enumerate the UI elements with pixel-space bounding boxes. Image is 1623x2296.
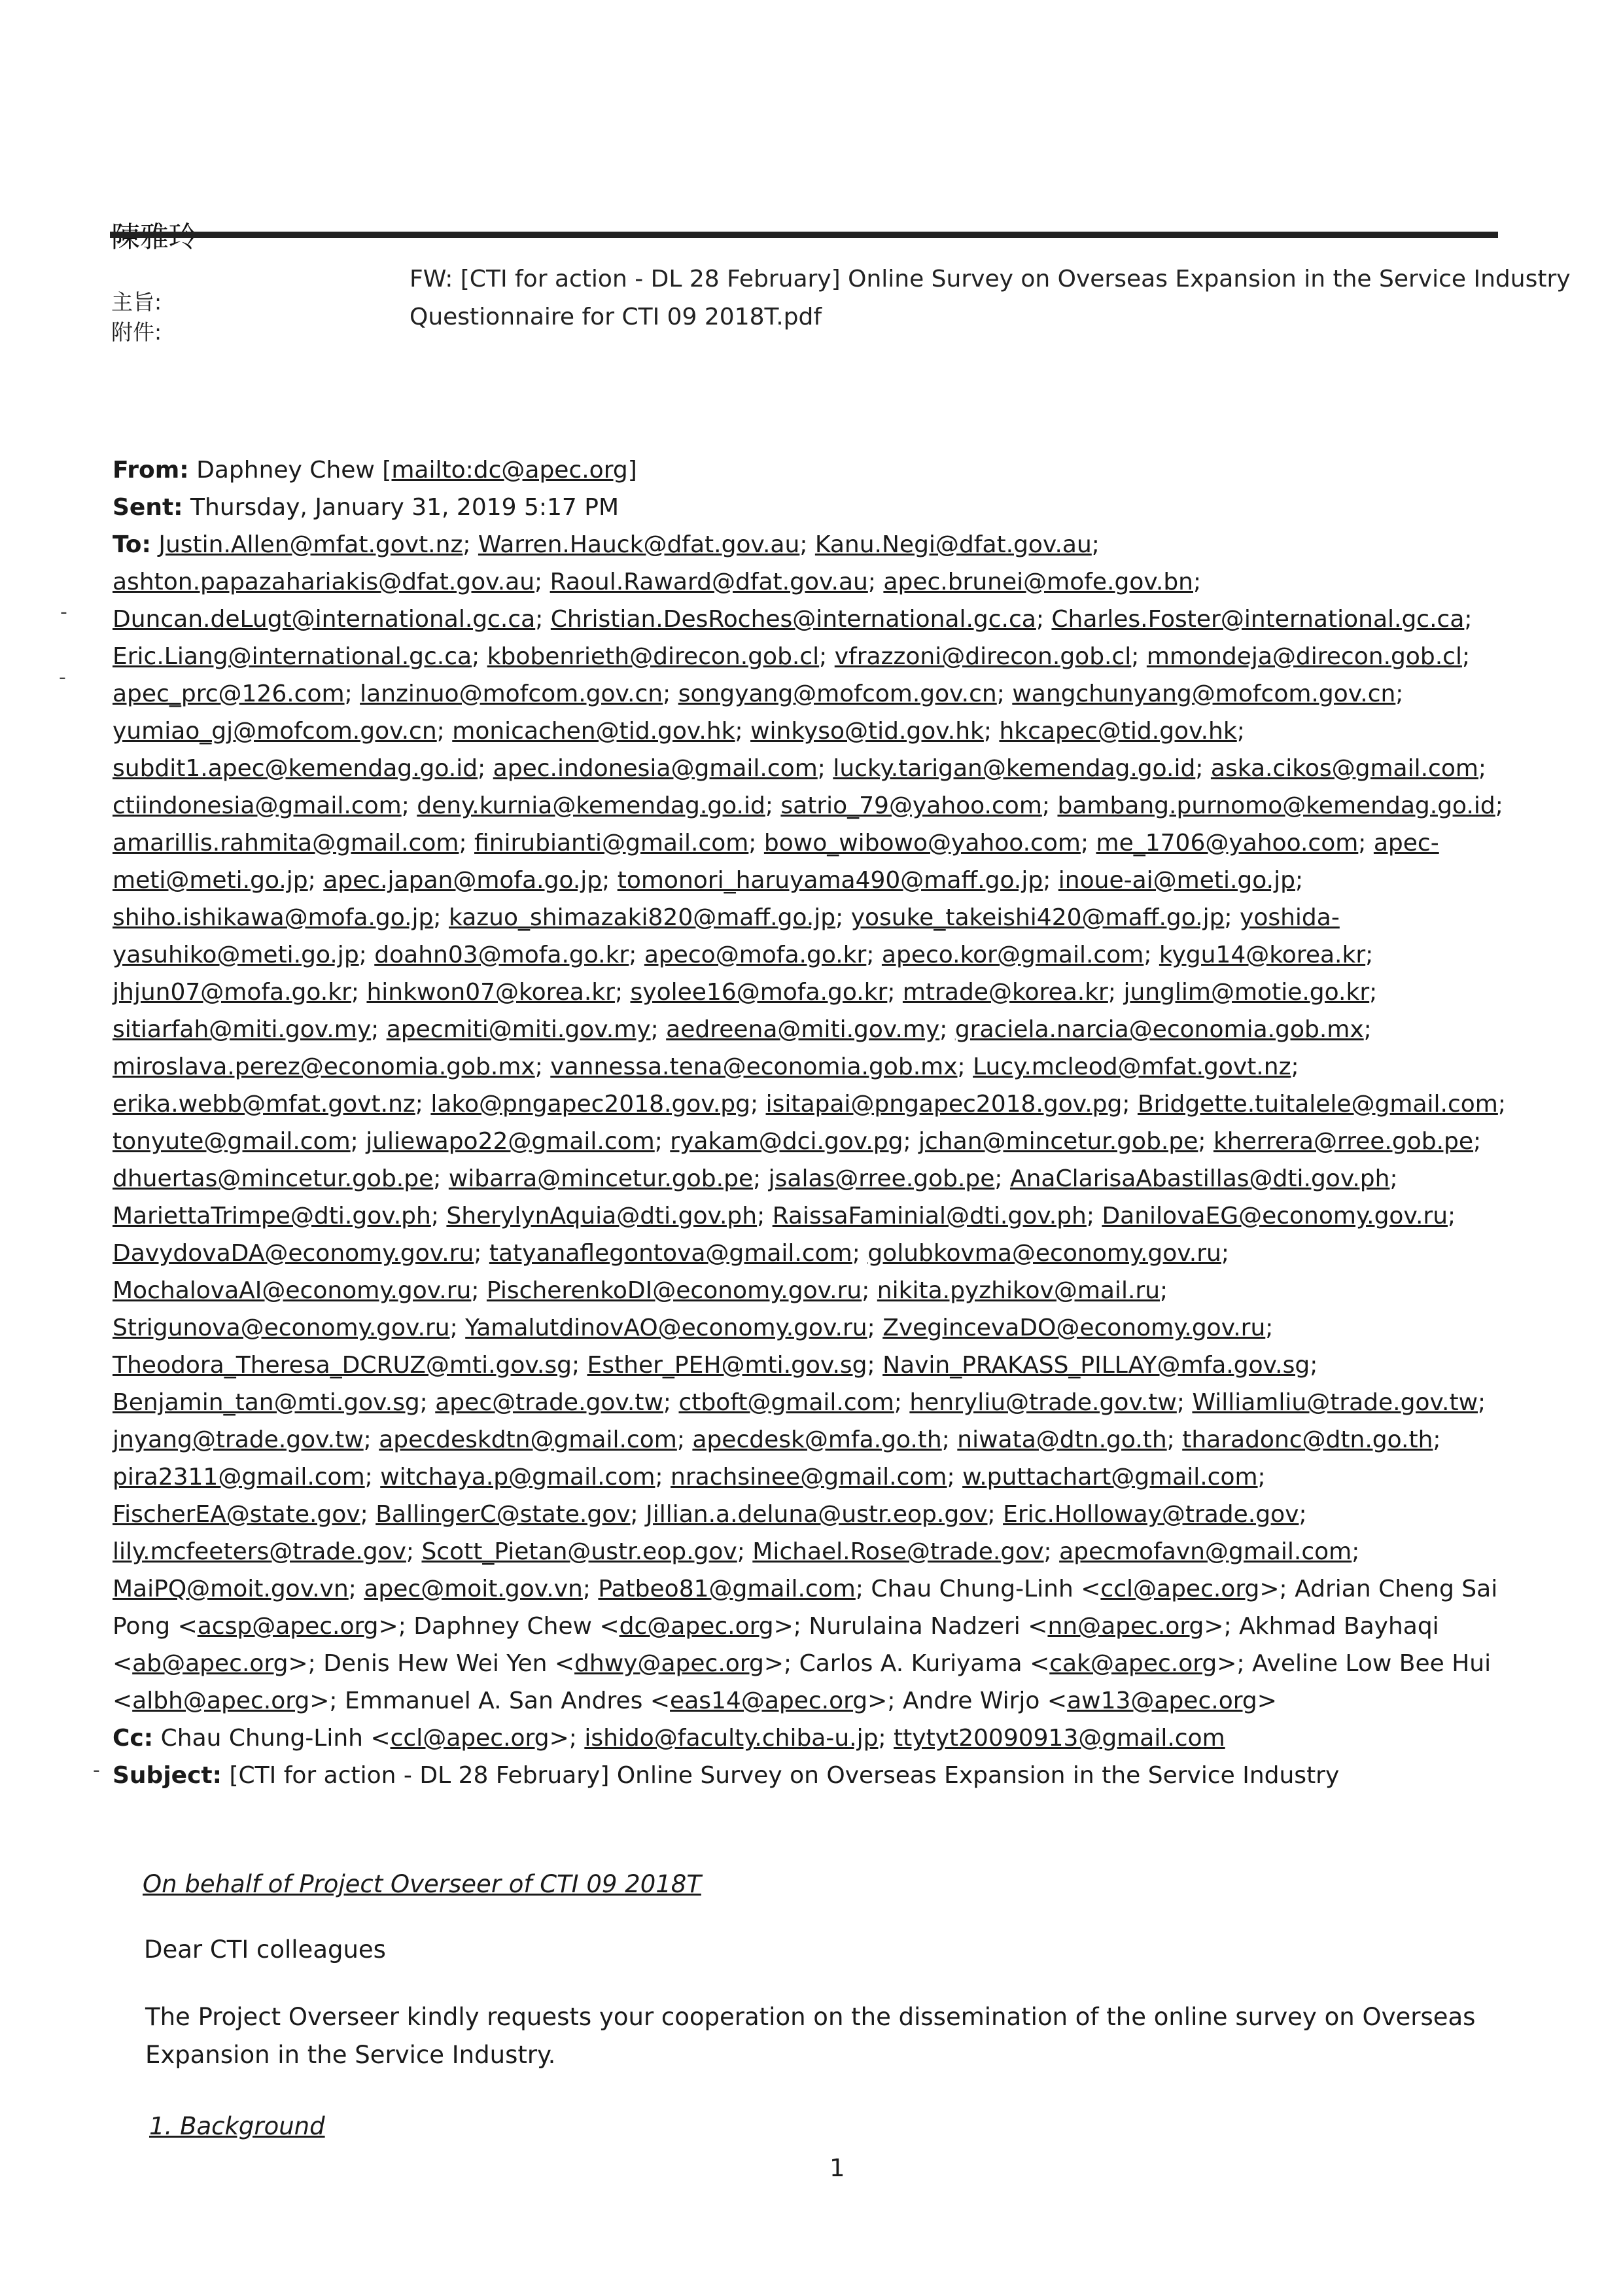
recipient-email-link[interactable]: apec.japan@mofa.go.jp bbox=[323, 867, 602, 894]
recipient-email-link[interactable]: wangchunyang@mofcom.gov.cn bbox=[1012, 680, 1396, 707]
recipient-email-link[interactable]: DanilovaEG@economy.gov.ru bbox=[1102, 1203, 1448, 1229]
recipient-email-link[interactable]: Lucy.mcleod@mfat.govt.nz bbox=[973, 1053, 1291, 1080]
recipient-email-link[interactable]: Scott_Pietan@ustr.eop.gov bbox=[421, 1538, 737, 1565]
recipient-email-link[interactable]: apecdeskdtn@gmail.com bbox=[379, 1426, 677, 1453]
recipient-email-link[interactable]: dc@apec.org bbox=[619, 1613, 774, 1640]
recipient-email-link[interactable]: henryliu@trade.gov.tw bbox=[909, 1389, 1177, 1416]
recipient-name: Aveline Low Bee Hui bbox=[1252, 1650, 1492, 1677]
recipient-email-link[interactable]: hkcapec@tid.gov.hk bbox=[999, 718, 1237, 745]
recipient-email-link[interactable]: kherrera@rree.gob.pe bbox=[1213, 1128, 1474, 1155]
recipient-email-link[interactable]: songyang@mofcom.gov.cn bbox=[678, 680, 997, 707]
recipient-email-link[interactable]: AnaClarisaAbastillas@dti.gov.ph bbox=[1009, 1165, 1390, 1192]
recipient-email-link[interactable]: finirubianti@gmail.com bbox=[474, 830, 749, 857]
recipient-name: Andre Wirjo bbox=[902, 1687, 1047, 1714]
sent-value: Thursday, January 31, 2019 5:17 PM bbox=[190, 494, 620, 521]
recipient-email-link[interactable]: lako@pngapec2018.gov.pg bbox=[430, 1091, 750, 1118]
recipient-email-link[interactable]: kazuo_shimazaki820@maff.go.jp bbox=[448, 904, 836, 931]
recipient-email-link[interactable]: tatyanaflegontova@gmail.com bbox=[489, 1240, 852, 1267]
recipient-email-link[interactable]: yoshida-yasuhiko@meti.go.jp bbox=[113, 904, 1340, 968]
recipient-email-link[interactable]: junglim@motie.go.kr bbox=[1123, 979, 1370, 1006]
recipient-email-link[interactable]: jhjun07@mofa.go.kr bbox=[113, 979, 351, 1006]
recipient-email-link[interactable]: dhwy@apec.org bbox=[574, 1650, 764, 1677]
to-label: To: bbox=[113, 531, 151, 558]
from-mailto-link[interactable]: [mailto:dc@apec.org] bbox=[382, 457, 637, 484]
recipient-email-link[interactable]: MochalovaAI@economy.gov.ru bbox=[113, 1277, 472, 1304]
recipient-email-link[interactable]: me_1706@yahoo.com bbox=[1096, 830, 1359, 857]
recipient-email-link[interactable]: lily.mcfeeters@trade.gov bbox=[113, 1538, 406, 1565]
recipient-email-link[interactable]: Eric.Holloway@trade.gov bbox=[1003, 1501, 1299, 1528]
recipient-email-link[interactable]: vannessa.tena@economia.gob.mx bbox=[550, 1053, 958, 1080]
recipient-email-link[interactable]: bambang.purnomo@kemendag.go.id bbox=[1057, 792, 1495, 819]
attachment-meta-label: 附件: bbox=[111, 319, 162, 345]
recipient-email-link[interactable]: niwata@dtn.go.th bbox=[957, 1426, 1167, 1453]
greeting: Dear CTI colleagues bbox=[144, 1935, 386, 1964]
recipient-email-link[interactable]: sitiarfah@miti.gov.my bbox=[113, 1016, 372, 1043]
recipient-email-link[interactable]: bowo_wibowo@yahoo.com bbox=[763, 830, 1081, 857]
recipient-email-link[interactable]: tonyute@gmail.com bbox=[113, 1128, 351, 1155]
subject-meta-label: 主旨: bbox=[111, 289, 162, 315]
recipient-email-link[interactable]: Jillian.a.deluna@ustr.eop.gov bbox=[646, 1501, 988, 1528]
recipient-email-link[interactable]: apecdesk@mfa.go.th bbox=[692, 1426, 942, 1453]
recipient-email-link[interactable]: Navin_PRAKASS_PILLAY@mfa.gov.sg bbox=[882, 1352, 1310, 1379]
margin-mark: - bbox=[59, 666, 66, 689]
recipient-email-link[interactable]: apec-meti@meti.go.jp bbox=[113, 830, 1439, 894]
recipient-email-link[interactable]: apecmofavn@gmail.com bbox=[1059, 1538, 1352, 1565]
behalf-line: On behalf of Project Overseer of CTI 09 2018T bbox=[143, 1870, 701, 1898]
recipient-email-link[interactable]: yosuke_takeishi420@maff.go.jp bbox=[850, 904, 1225, 931]
recipient-email-link[interactable]: Esther_PEH@mti.gov.sg bbox=[587, 1352, 867, 1379]
recipient-email-link[interactable]: hinkwon07@korea.kr bbox=[366, 979, 615, 1006]
recipient-email-link[interactable]: PischerenkoDI@economy.gov.ru bbox=[486, 1277, 862, 1304]
recipient-name: Denis Hew Wei Yen bbox=[323, 1650, 555, 1677]
to-line bbox=[113, 526, 1519, 1720]
subject-meta-value: FW: [CTI for action - DL 28 February] Online Survey on Overseas Expansion in the Service Industry bbox=[410, 266, 1571, 292]
recipient-email-link[interactable]: MariettaTrimpe@dti.gov.ph bbox=[113, 1203, 431, 1229]
recipient-email-link[interactable]: tharadonc@dtn.go.th bbox=[1182, 1426, 1433, 1453]
recipient-email-link[interactable]: apecmiti@miti.gov.my bbox=[386, 1016, 651, 1043]
recipient-email-link[interactable]: Warren.Hauck@dfat.gov.au bbox=[478, 531, 800, 558]
recipient-email-link[interactable]: Williamliu@trade.gov.tw bbox=[1192, 1389, 1478, 1416]
recipient-name: Nurulaina Nadzeri bbox=[809, 1613, 1028, 1640]
recipient-email-link[interactable]: cak@apec.org bbox=[1049, 1650, 1217, 1677]
recipient-list: Justin.Allen@mfat.govt.nz; Warren.Hauck@dfat.gov.au; Kanu.Negi@dfat.gov.au; ashton.papazahariakis@dfat.gov.au; Raoul.Raward@dfat.gov.au; apec.brunei@mofe.gov.bn; Duncan.deLugt@international.gc.ca; Christian.DesRoches@international.gc.ca; Charles.Foster@international.gc.ca; Eric.Liang@international.gc.ca; kbobenrieth@direcon.gob.cl; vfrazzoni@direcon.gob.cl; mmondeja@direcon.gob.cl; apec_prc@126.com; lanzinuo@mofcom.gov.cn; songyang@mofcom.gov.cn; wangchunyang@mofcom.gov.cn; yumiao_gj@mofcom.gov.cn; monicachen@tid.gov.hk; winkyso@tid.gov.hk; hkcapec@tid.gov.hk; subdit1.apec@kemendag.go.id; apec.indonesia@gmail.com; lucky.tarigan@kemendag.go.id; aska.cikos@gmail.com; ctiindonesia@gmail.com; deny.kurnia@kemendag.go.id; satrio_79@yahoo.com; bambang.purnomo@kemendag.go.id; amarillis.rahmita@gmail.com; finirubianti@gmail.com; bowo_wibowo@yahoo.com; me_1706@yahoo.com; apec-meti@meti.go.jp; apec.japan@mofa.go.jp; tomonori_haruyama490@maff.go.jp; inoue-ai@meti.go.jp; shiho.ishikawa@mofa.go.jp; kazuo_shimazaki820@maff.go.jp; yosuke_takeishi420@maff.go.jp; yoshida-yasuhiko@meti.go.jp; doahn03@mofa.go.kr; apeco@mofa.go.kr; apeco.kor@gmail.com; kygu14@korea.kr; jhjun07@mofa.go.kr; hinkwon07@korea.kr; syolee16@mofa.go.kr; mtrade@korea.kr; junglim@motie.go.kr; sitiarfah@miti.gov.my; apecmiti@miti.gov.my; aedreena@miti.gov.my; graciela.narcia@economia.gob.mx; miroslava.perez@economia.gob.mx; vannessa.tena@economia.gob.mx; Lucy.mcleod@mfat.govt.nz; erika.webb@mfat.govt.nz; lako@pngapec2018.gov.pg; isitapai@pngapec2018.gov.pg; Bridgette.tuitalele@gmail.com; tonyute@gmail.com; juliewapo22@gmail.com; ryakam@dci.gov.pg; jchan@mincetur.gob.pe; kherrera@rree.gob.pe; dhuertas@mincetur.gob.pe; wibarra@mincetur.gob.pe; jsalas@rree.gob.pe; AnaClarisaAbastillas@dti.gov.ph; MariettaTrimpe@dti.gov.ph; SherylynAquia@dti.gov.ph; RaissaFaminial@dti.gov.ph; DanilovaEG@economy.gov.ru; DavydovaDA@economy.gov.ru; tatyanaflegontova@gmail.com; golubkovma@economy.gov.ru; MochalovaAI@economy.gov.ru; PischerenkoDI@economy.gov.ru; nikita.pyzhikov@mail.ru; Strigunova@economy.gov.ru; YamalutdinovAO@economy.gov.ru; ZvegincevaDO@economy.gov.ru; Theodora_Theresa_DCRUZ@mti.gov.sg; Esther_PEH@mti.gov.sg; Navin_PRAKASS_PILLAY@mfa.gov.sg; Benjamin_tan@mti.gov.sg; apec@trade.gov.tw; ctboft@gmail.com; henryliu@trade.gov.tw; Williamliu@trade.gov.tw; jnyang@trade.gov.tw; apecdeskdtn@gmail.com; apecdesk@mfa.go.th; niwata@dtn.go.th; tharadonc@dtn.go.th; pira2311@gmail.com; witchaya.p@gmail.com; nrachsinee@gmail.com; w.puttachart@gmail.com; FischerEA@state.gov; BallingerC@state.gov; Jillian.a.deluna@ustr.eop.gov; Eric.Holloway@trade.gov; lily.mcfeeters@trade.gov; Scott_Pietan@ustr.eop.gov; Michael.Rose@trade.gov; apecmofavn@gmail.com; MaiPQ@moit.gov.vn; apec@moit.gov.vn; Patbeo81@gmail.com; Chau Chung-Linh <ccl@apec.org>; Adrian Cheng Sai Pong <acsp@apec.org>; Daphney Chew <dc@apec.org>; Nurulaina Nadzeri <nn@apec.org>; Akhmad Bayhaqi <ab@apec.org>; Denis Hew Wei Yen <dhwy@apec.org>; Carlos A. Kuriyama <cak@apec.org>; Aveline Low Bee Hui <albh@apec.org>; Emmanuel A. San Andres <eas14@apec.org>; Andre Wirjo <aw13@apec.org> bbox=[113, 531, 1507, 1714]
recipient-email-link[interactable]: tomonori_haruyama490@maff.go.jp bbox=[617, 867, 1043, 894]
recipient-email-link[interactable]: jnyang@trade.gov.tw bbox=[113, 1426, 364, 1453]
recipient-email-link[interactable]: golubkovma@economy.gov.ru bbox=[867, 1240, 1221, 1267]
recipient-email-link[interactable]: MaiPQ@moit.gov.vn bbox=[113, 1576, 349, 1602]
recipient-email-link[interactable]: Theodora_Theresa_DCRUZ@mti.gov.sg bbox=[113, 1352, 572, 1379]
recipient-email-link[interactable]: apeco.kor@gmail.com bbox=[881, 942, 1144, 968]
subject-value: [CTI for action - DL 28 February] Online Survey on Overseas Expansion in the Service Industry bbox=[229, 1762, 1340, 1789]
recipient-email-link[interactable]: graciela.narcia@economia.gob.mx bbox=[954, 1016, 1364, 1043]
cc-line: Cc: Chau Chung-Linh <ccl@apec.org>; ishido@faculty.chiba-u.jp; ttytyt20090913@gmail.com bbox=[113, 1725, 1225, 1752]
recipient-email-link[interactable]: wibarra@mincetur.gob.pe bbox=[448, 1165, 754, 1192]
header-rule bbox=[110, 232, 1498, 238]
recipient-email-link[interactable]: lucky.tarigan@kemendag.go.id bbox=[833, 755, 1196, 782]
recipient-name: Emmanuel A. San Andres bbox=[345, 1687, 650, 1714]
cc-link[interactable]: ccl@apec.org bbox=[390, 1725, 550, 1752]
cc-name: Chau Chung-Linh bbox=[160, 1725, 371, 1752]
recipient-name: Adrian Cheng Sai Pong bbox=[113, 1576, 1498, 1640]
recipient-email-link[interactable]: witchaya.p@gmail.com bbox=[380, 1464, 655, 1491]
recipient-email-link[interactable]: jchan@mincetur.gob.pe bbox=[918, 1128, 1198, 1155]
recipient-name: Carlos A. Kuriyama bbox=[799, 1650, 1030, 1677]
recipient-email-link[interactable]: DavydovaDA@economy.gov.ru bbox=[113, 1240, 474, 1267]
recipient-email-link[interactable]: Patbeo81@gmail.com bbox=[598, 1576, 856, 1602]
recipient-email-link[interactable]: ashton.papazahariakis@dfat.gov.au bbox=[113, 569, 535, 595]
recipient-name: Akhmad Bayhaqi bbox=[1239, 1613, 1439, 1640]
recipient-email-link[interactable]: doahn03@mofa.go.kr bbox=[374, 942, 629, 968]
recipient-email-link[interactable]: ZvegincevaDO@economy.gov.ru bbox=[882, 1315, 1266, 1341]
recipient-email-link[interactable]: Michael.Rose@trade.gov bbox=[752, 1538, 1044, 1565]
recipient-email-link[interactable]: mmondeja@direcon.gob.cl bbox=[1146, 643, 1462, 670]
recipient-email-link[interactable]: ctboft@gmail.com bbox=[678, 1389, 894, 1416]
recipient-email-link[interactable]: Eric.Liang@international.gc.ca bbox=[113, 643, 472, 670]
recipient-email-link[interactable]: FischerEA@state.gov bbox=[113, 1501, 360, 1528]
recipient-email-link[interactable]: kbobenrieth@direcon.gob.cl bbox=[487, 643, 820, 670]
recipient-email-link[interactable]: Strigunova@economy.gov.ru bbox=[113, 1315, 450, 1341]
recipient-email-link[interactable]: Charles.Foster@international.gc.ca bbox=[1051, 606, 1465, 633]
recipient-email-link[interactable]: shiho.ishikawa@mofa.go.jp bbox=[113, 904, 434, 931]
recipient-email-link[interactable]: erika.webb@mfat.govt.nz bbox=[113, 1091, 415, 1118]
page-number: 1 bbox=[829, 2154, 845, 2182]
recipient-email-link[interactable]: BallingerC@state.gov bbox=[375, 1501, 631, 1528]
from-label: From: bbox=[113, 457, 189, 484]
recipient-email-link[interactable]: miroslava.perez@economia.gob.mx bbox=[113, 1053, 535, 1080]
recipient-email-link[interactable]: lanzinuo@mofcom.gov.cn bbox=[360, 680, 663, 707]
sent-label: Sent: bbox=[113, 494, 183, 521]
recipient-email-link[interactable]: syolee16@mofa.go.kr bbox=[630, 979, 888, 1006]
recipient-email-link[interactable]: aw13@apec.org bbox=[1067, 1687, 1257, 1714]
recipient-email-link[interactable]: acsp@apec.org bbox=[197, 1613, 379, 1640]
recipient-email-link[interactable]: apec.brunei@mofe.gov.bn bbox=[883, 569, 1193, 595]
recipient-email-link[interactable]: apeco@mofa.go.kr bbox=[644, 942, 867, 968]
recipient-email-link[interactable]: ctiindonesia@gmail.com bbox=[113, 792, 402, 819]
recipient-email-link[interactable]: eas14@apec.org bbox=[670, 1687, 868, 1714]
recipient-email-link[interactable]: subdit1.apec@kemendag.go.id bbox=[113, 755, 478, 782]
recipient-email-link[interactable]: mtrade@korea.kr bbox=[902, 979, 1108, 1006]
body-paragraph: The Project Overseer kindly requests your cooperation on the dissemination of the online survey on Overseas Expansion in the Service Industry. bbox=[145, 2003, 1476, 2069]
recipient-email-link[interactable]: Benjamin_tan@mti.gov.sg bbox=[113, 1389, 420, 1416]
recipient-email-link[interactable]: apec@trade.gov.tw bbox=[435, 1389, 663, 1416]
recipient-email-link[interactable]: ab@apec.org bbox=[132, 1650, 288, 1677]
recipient-email-link[interactable]: winkyso@tid.gov.hk bbox=[750, 718, 984, 745]
recipient-email-link[interactable]: nikita.pyzhikov@mail.ru bbox=[877, 1277, 1161, 1304]
recipient-email-link[interactable]: Kanu.Negi@dfat.gov.au bbox=[814, 531, 1092, 558]
recipient-email-link[interactable]: dhuertas@mincetur.gob.pe bbox=[113, 1165, 434, 1192]
recipient-email-link[interactable]: isitapai@pngapec2018.gov.pg bbox=[765, 1091, 1123, 1118]
email-header bbox=[113, 451, 1519, 1794]
recipient-email-link[interactable]: ccl@apec.org bbox=[1100, 1576, 1260, 1602]
margin-mark: - bbox=[93, 1759, 100, 1782]
recipient-email-link[interactable]: Christian.DesRoches@international.gc.ca bbox=[550, 606, 1036, 633]
recipient-email-link[interactable]: apec.indonesia@gmail.com bbox=[493, 755, 818, 782]
cc-link[interactable]: ishido@faculty.chiba-u.jp bbox=[584, 1725, 879, 1752]
recipient-email-link[interactable]: jsalas@rree.gob.pe bbox=[768, 1165, 995, 1192]
from-line bbox=[113, 451, 1519, 489]
recipient-email-link[interactable]: juliewapo22@gmail.com bbox=[366, 1128, 655, 1155]
recipient-email-link[interactable]: apec@moit.gov.vn bbox=[364, 1576, 583, 1602]
recipient-email-link[interactable]: satrio_79@yahoo.com bbox=[780, 792, 1042, 819]
cc-link[interactable]: ttytyt20090913@gmail.com bbox=[894, 1725, 1225, 1752]
recipient-email-link[interactable]: ryakam@dci.gov.pg bbox=[670, 1128, 903, 1155]
recipient-email-link[interactable]: nn@apec.org bbox=[1047, 1613, 1204, 1640]
recipient-email-link[interactable]: SherylynAquia@dti.gov.ph bbox=[446, 1203, 758, 1229]
recipient-email-link[interactable]: Justin.Allen@mfat.govt.nz bbox=[158, 531, 463, 558]
recipient-email-link[interactable]: Bridgette.tuitalele@gmail.com bbox=[1137, 1091, 1498, 1118]
attachment-meta-value[interactable]: Questionnaire for CTI 09 2018T.pdf bbox=[410, 304, 822, 330]
recipient-email-link[interactable]: yumiao_gj@mofcom.gov.cn bbox=[113, 718, 437, 745]
recipient-name: Chau Chung-Linh bbox=[871, 1576, 1081, 1602]
recipient-email-link[interactable]: Duncan.deLugt@international.gc.ca bbox=[113, 606, 536, 633]
recipient-email-link[interactable]: monicachen@tid.gov.hk bbox=[452, 718, 735, 745]
recipient-email-link[interactable]: kygu14@korea.kr bbox=[1159, 942, 1366, 968]
recipient-email-link[interactable]: vfrazzoni@direcon.gob.cl bbox=[834, 643, 1132, 670]
recipient-email-link[interactable]: pira2311@gmail.com bbox=[113, 1464, 365, 1491]
recipient-email-link[interactable]: nrachsinee@gmail.com bbox=[671, 1464, 947, 1491]
subject-label: Subject: bbox=[113, 1762, 222, 1789]
section-heading: 1. Background bbox=[149, 2112, 325, 2140]
recipient-email-link[interactable]: aedreena@miti.gov.my bbox=[666, 1016, 940, 1043]
cc-label: Cc: bbox=[113, 1725, 154, 1752]
from-value: Daphney Chew bbox=[196, 457, 383, 484]
sent-line bbox=[113, 489, 1519, 526]
subject-line bbox=[113, 1757, 1519, 1794]
recipient-email-link[interactable]: amarillis.rahmita@gmail.com bbox=[113, 830, 459, 857]
recipient-email-link[interactable]: aska.cikos@gmail.com bbox=[1210, 755, 1478, 782]
recipient-email-link[interactable]: apec_prc@126.com bbox=[113, 680, 345, 707]
recipient-email-link[interactable]: inoue-ai@meti.go.jp bbox=[1058, 867, 1295, 894]
recipient-email-link[interactable]: YamalutdinovAO@economy.gov.ru bbox=[465, 1315, 867, 1341]
recipient-name: Daphney Chew bbox=[413, 1613, 600, 1640]
recipient-email-link[interactable]: w.puttachart@gmail.com bbox=[962, 1464, 1258, 1491]
recipient-email-link[interactable]: albh@apec.org bbox=[132, 1687, 310, 1714]
recipient-email-link[interactable]: RaissaFaminial@dti.gov.ph bbox=[772, 1203, 1087, 1229]
margin-mark: - bbox=[60, 601, 67, 624]
recipient-email-link[interactable]: deny.kurnia@kemendag.go.id bbox=[417, 792, 765, 819]
recipient-email-link[interactable]: Raoul.Raward@dfat.gov.au bbox=[550, 569, 868, 595]
